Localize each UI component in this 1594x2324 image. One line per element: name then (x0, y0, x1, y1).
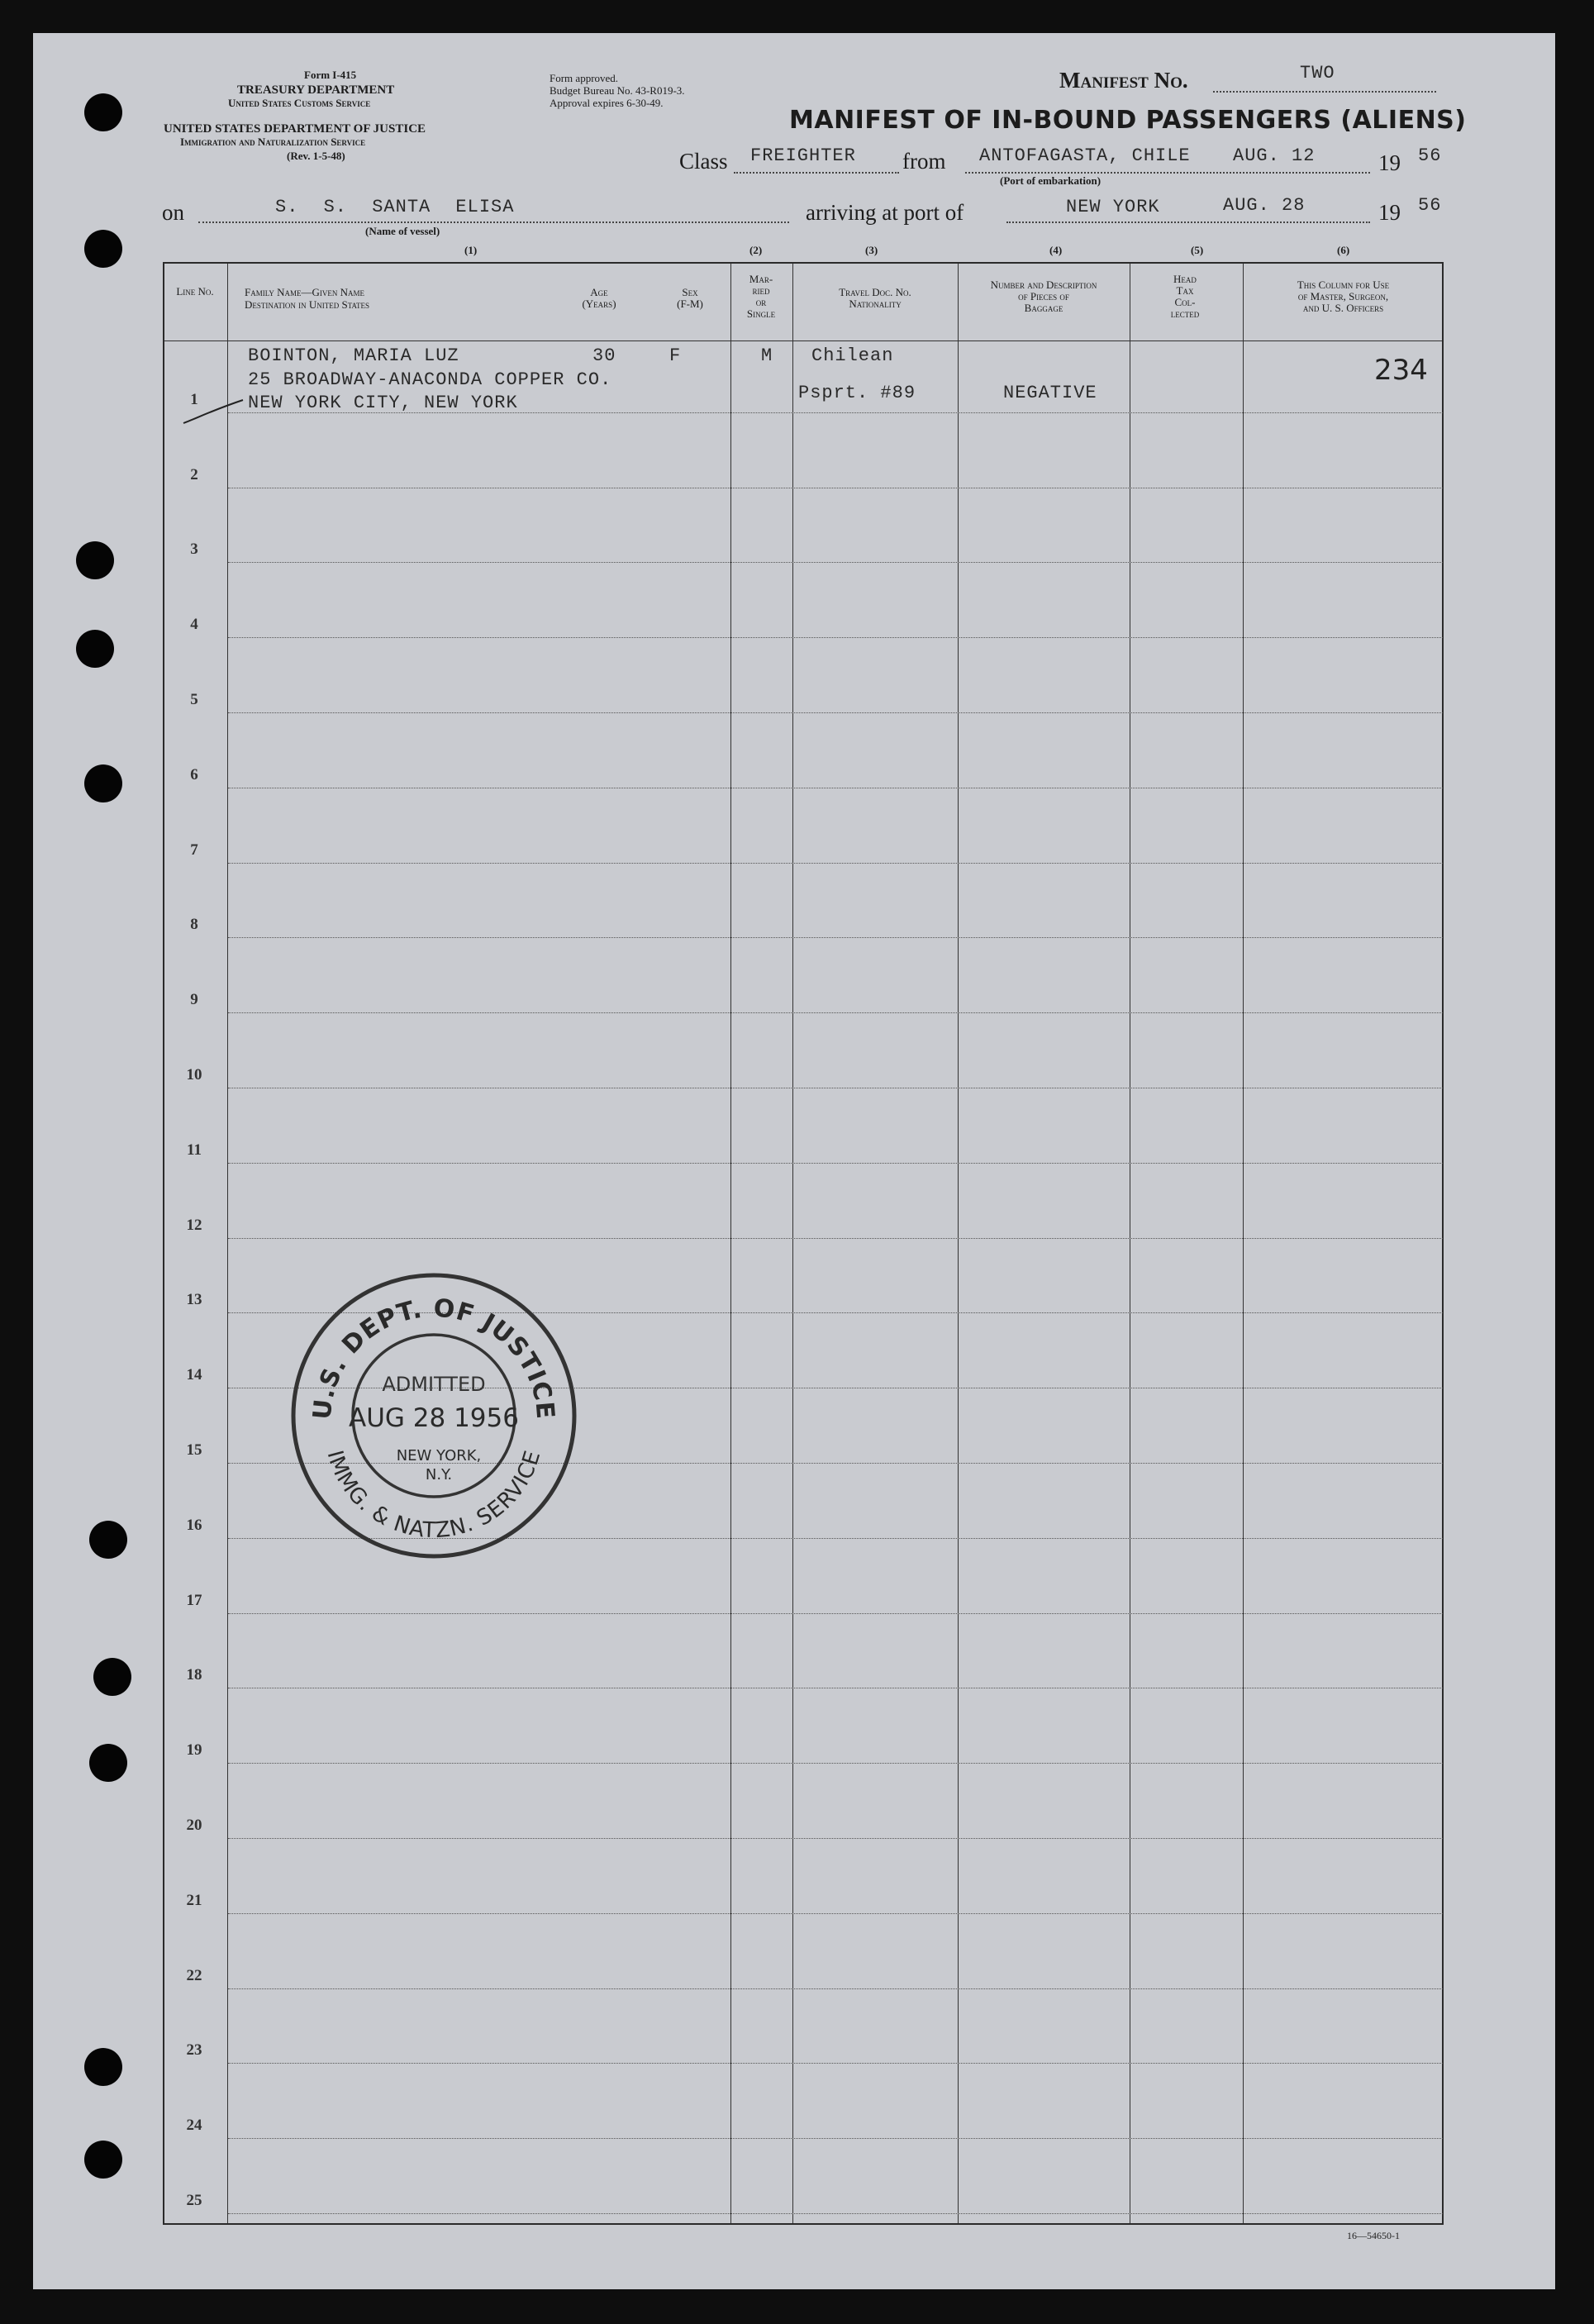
line-number: 1 (190, 390, 198, 408)
line-number: 2 (190, 465, 198, 483)
approval-line-1: Form approved. (550, 72, 619, 84)
header-baggage (959, 279, 1129, 314)
row-separator (228, 637, 1443, 638)
line-number: 10 (186, 1066, 202, 1083)
row-separator (228, 2138, 1443, 2139)
passenger-sex: F (669, 345, 682, 366)
line-number: 19 (186, 1741, 202, 1760)
class-value: FREIGHTER (750, 145, 856, 166)
stamp-status: ADMITTED (382, 1373, 486, 1396)
column-number-2: (2) (749, 244, 763, 256)
binder-hole (89, 1521, 127, 1559)
header-destination: Destination in United States (245, 298, 370, 311)
row-separator (228, 1238, 1443, 1239)
svg-text:U.S. DEPT. OF JUSTICE (307, 1293, 559, 1421)
line-number: 16 (186, 1516, 202, 1534)
arrival-date: AUG. 28 (1223, 195, 1306, 216)
line-number: 8 (190, 916, 198, 934)
header-baggage-line: Baggage (1024, 302, 1063, 314)
line-number: 24 (186, 2117, 202, 2135)
header-headtax-line: Head (1173, 273, 1197, 285)
departure-year-prefix: 19 (1378, 150, 1401, 175)
line-number: 7 (190, 841, 198, 859)
stamp-city: NEW YORK, (396, 1447, 482, 1464)
arrival-year-prefix: 19 (1378, 200, 1401, 225)
line-number: 17 (186, 1591, 202, 1609)
header-travel-line: Nationality (849, 298, 902, 310)
line-number: 11 (187, 1141, 202, 1159)
check-mark (180, 397, 246, 426)
row-separator (228, 937, 1443, 938)
binder-hole (76, 630, 114, 668)
approval-line-2: Budget Bureau No. 43-R019-3. (550, 84, 685, 97)
passenger-baggage: NEGATIVE (1003, 383, 1097, 403)
line-number: 23 (186, 2041, 202, 2060)
customs-service: United States Customs Service (228, 97, 371, 109)
port-of-embarkation: ANTOFAGASTA, CHILE (979, 145, 1191, 166)
row-separator (228, 1163, 1443, 1164)
treasury-department: TREASURY DEPARTMENT (237, 83, 395, 97)
binder-hole (84, 230, 122, 268)
line-number: 21 (186, 1891, 202, 1909)
binder-hole (84, 93, 122, 131)
row-separator (228, 562, 1443, 563)
line-number: 6 (190, 765, 198, 783)
header-travel-line: Travel Doc. No. (839, 286, 911, 298)
header-head-tax (1129, 274, 1241, 320)
header-sex (661, 287, 719, 310)
header-line-no: Line No. (176, 285, 214, 298)
header-officers-line: of Master, Surgeon, (1297, 290, 1389, 302)
header-name: Family Name—Given Name (245, 286, 364, 298)
header-sex-line: (F-M) (677, 298, 703, 310)
admitted-stamp (285, 1267, 583, 1564)
header-age (570, 287, 628, 310)
passenger-travel-doc: Psprt. #89 (798, 383, 916, 403)
line-number: 18 (186, 1666, 202, 1684)
binder-hole (84, 2048, 122, 2086)
vessel-caption: (Name of vessel) (365, 225, 440, 237)
line-number: 9 (190, 991, 198, 1009)
form-number: Form I-415 (304, 69, 357, 81)
port-embarkation-caption: (Port of embarkation) (1000, 174, 1102, 187)
line-number: 5 (190, 691, 198, 708)
manifest-number-value: TWO (1300, 63, 1335, 83)
departure-year: 56 (1418, 145, 1442, 166)
line-number: 12 (186, 1216, 202, 1234)
column-number-1: (1) (464, 244, 478, 256)
line-number: 25 (186, 2192, 202, 2209)
row-separator (228, 1988, 1443, 1989)
officer-note: 234 (1374, 354, 1428, 387)
passenger-marital-status: M (761, 345, 773, 366)
header-headtax-line: lected (1170, 307, 1200, 320)
from-label: from (902, 149, 946, 174)
stamp-top-text: U.S. DEPT. OF JUSTICE (307, 1293, 560, 1422)
binder-hole (93, 1658, 131, 1696)
passenger-address-2: NEW YORK CITY, NEW YORK (248, 393, 518, 413)
row-separator (228, 1012, 1443, 1013)
binder-hole (76, 541, 114, 579)
form-revision: (Rev. 1-5-48) (287, 150, 345, 162)
arrival-year: 56 (1418, 195, 1442, 216)
line-number: 14 (186, 1366, 202, 1384)
passenger-age: 30 (592, 345, 616, 366)
header-age-line: (Years) (582, 298, 616, 310)
stamp-state: N.Y. (425, 1466, 453, 1483)
header-baggage-line: Number and Description (990, 279, 1097, 291)
departure-date: AUG. 12 (1233, 145, 1316, 166)
row-separator (228, 1838, 1443, 1839)
approval-line-3: Approval expires 6-30-49. (550, 97, 664, 109)
header-travel-doc (793, 287, 957, 310)
row-separator (228, 1913, 1443, 1914)
header-officers-line: and U. S. Officers (1302, 302, 1384, 314)
row-separator (228, 1613, 1443, 1614)
passenger-address-1: 25 BROADWAY-ANACONDA COPPER CO. (248, 369, 612, 390)
class-label: Class (679, 149, 728, 174)
passenger-name: BOINTON, MARIA LUZ (248, 345, 459, 366)
row-separator (228, 2063, 1443, 2064)
vessel-name: S. S. SANTA ELISA (275, 197, 515, 217)
stamp-date: AUG 28 1956 (349, 1403, 519, 1433)
justice-department: UNITED STATES DEPARTMENT OF JUSTICE (164, 122, 426, 136)
line-number: 3 (190, 541, 198, 559)
header-officers (1243, 279, 1444, 314)
arrival-port: NEW YORK (1066, 197, 1160, 217)
manifest-title: MANIFEST OF IN-BOUND PASSENGERS (ALIENS) (789, 106, 1467, 135)
header-married-line: ried (752, 284, 770, 297)
footer-print-code: 16—54650-1 (1347, 2230, 1400, 2241)
line-number: 22 (186, 1966, 202, 1984)
passenger-nationality: Chilean (811, 345, 894, 366)
stamp-bottom-text: IMMG. & NATZN. SERVICE (321, 1447, 546, 1544)
row-separator (228, 712, 1443, 713)
line-number: 20 (186, 1817, 202, 1834)
stamp-rings (285, 1267, 583, 1564)
line-number: 4 (190, 616, 198, 634)
header-married-line: Single (746, 307, 776, 320)
row-separator (228, 2213, 1443, 2214)
header-married-line: or (755, 296, 767, 308)
line-number: 13 (186, 1291, 202, 1309)
row-separator (228, 1763, 1443, 1764)
header-headtax-line: Col- (1174, 296, 1196, 308)
column-number-5: (5) (1191, 244, 1204, 256)
column-number-4: (4) (1049, 244, 1063, 256)
ins-service: Immigration and Naturalization Service (180, 136, 366, 148)
passenger-table (163, 262, 1444, 2225)
column-number-3: (3) (865, 244, 878, 256)
header-married (730, 274, 792, 320)
line-number: 15 (186, 1441, 202, 1459)
header-age-line: Age (590, 286, 608, 298)
header-sex-line: Sex (682, 286, 698, 298)
header-headtax-line: Tax (1176, 284, 1194, 297)
binder-hole (89, 1744, 127, 1782)
arriving-label: arriving at port of (806, 200, 964, 225)
binder-hole (84, 764, 122, 802)
column-number-6: (6) (1337, 244, 1350, 256)
header-officers-line: This Column for Use (1297, 279, 1390, 291)
binder-hole (84, 2141, 122, 2179)
header-baggage-line: of Pieces of (1018, 290, 1069, 302)
row-separator (228, 863, 1443, 864)
manifest-number-label: Manifest No. (1059, 68, 1188, 93)
on-label: on (162, 200, 184, 225)
header-married-line: Mar- (749, 273, 773, 285)
